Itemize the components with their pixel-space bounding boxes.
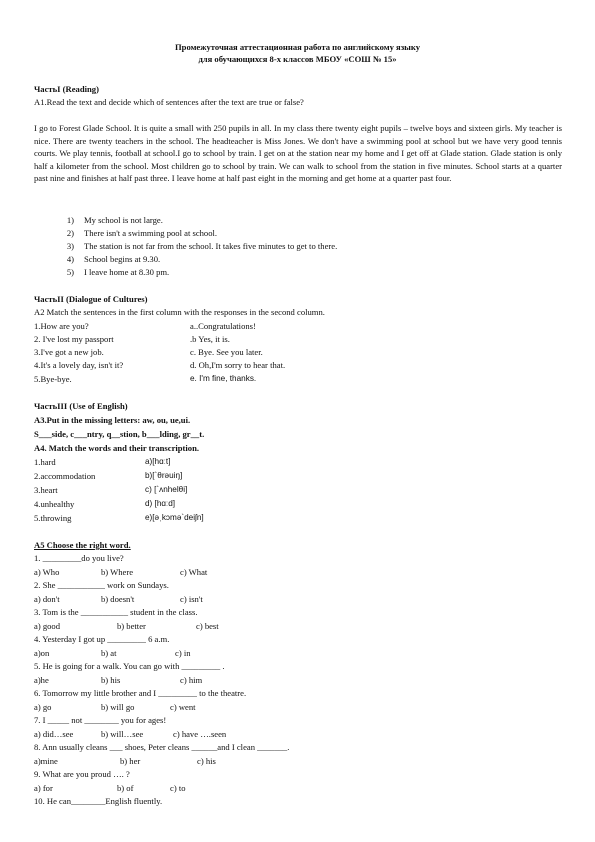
option-a: a) go <box>34 702 52 712</box>
statement-item: 1) My school is not large. <box>66 215 163 225</box>
option-a: a)mine <box>34 756 58 766</box>
match-left: 1.How are you? <box>34 321 89 331</box>
part2-task: A2 Match the sentences in the first column with the responses in the second column. <box>34 307 325 317</box>
a5-title: A5 Choose the right word. <box>34 540 131 550</box>
transcription-cell: b)[`θrəuiŋ] <box>145 471 183 480</box>
match-left: 3.I've got a new job. <box>34 347 104 357</box>
statement-item: 3) The station is not far from the school. It takes five minutes to get to there. <box>66 241 338 251</box>
option-a: a) good <box>34 621 61 631</box>
part1-title: ЧастьI (Reading) <box>34 84 99 94</box>
word-cell: 2.accommodation <box>34 471 96 481</box>
a4-task: A4. Match the words and their transcription. <box>34 443 200 453</box>
a3-words: S___side, c___ntry, q__stion, b___lding, gr__t. <box>34 429 205 439</box>
question-text: 10. He can________English fluently. <box>34 796 163 806</box>
match-right: .b Yes, it is. <box>190 334 230 344</box>
transcription-cell: d) [hɑːd] <box>145 499 176 508</box>
option-a: a)he <box>34 675 49 685</box>
option-a: a) don't <box>34 594 60 604</box>
option-c: c) isn't <box>180 594 203 604</box>
option-a: a) for <box>34 783 53 793</box>
option-c: c) best <box>196 621 219 631</box>
reading-text: I go to Forest Glade School. It is quite a small with 250 pupils in all. In my class there twenty eight pupils – twelve boys and sixteen girls. My teacher is nice. There are twenty teachers in the school. The headteacher is Miss Jones. We don't have a swimming pool at school but we have very good tennis courts. We play tennis, football at school.I go to school by train. I get on at the station near my home and I get off at Glade station. Glade station is only half a kilometer from the school. Most children go to school by train. We can walk to school from the station in five minutes. School starts at a quarter past nine and finishes at half past three. I leave home at half past eight in the morning and get home at a quarter past four. <box>34 123 562 184</box>
option-b: b) her <box>120 756 141 766</box>
statement-item: 5) I leave home at 8.30 pm. <box>66 267 170 277</box>
option-b: b) will…see <box>101 729 144 739</box>
option-b: b) of <box>117 783 134 793</box>
option-a: a) Who <box>34 567 60 577</box>
option-b: b) better <box>117 621 146 631</box>
part2-title: ЧастьII (Dialogue of Cultures) <box>34 294 148 304</box>
option-a: a)on <box>34 648 50 658</box>
question-text: 1. _________do you live? <box>34 553 124 563</box>
option-c: c) him <box>180 675 203 685</box>
option-b: b) Where <box>101 567 134 577</box>
word-cell: 5.throwing <box>34 513 72 523</box>
match-left: 5.Bye-bye. <box>34 374 72 384</box>
option-c: c) went <box>170 702 196 712</box>
header-line-1: Промежуточная аттестационная работа по английскому языку <box>174 42 420 52</box>
word-cell: 1.hard <box>34 457 56 467</box>
statement-item: 2) There isn't a swimming pool at school. <box>66 228 218 238</box>
question-text: 7. I _____ not ________ you for ages! <box>34 715 167 725</box>
option-b: b) will go <box>101 702 135 712</box>
option-c: c) to <box>170 783 186 793</box>
option-c: c) his <box>197 756 216 766</box>
question-text: 6. Tomorrow my little brother and I _________ to the theatre. <box>34 688 247 698</box>
transcription-cell: a)[hɑːt] <box>145 457 171 466</box>
transcription-cell: c) [`ʌnhelθi] <box>145 485 188 494</box>
part3-title: ЧастьIII (Use of English) <box>34 401 128 411</box>
statement-item: 4) School begins at 9.30. <box>66 254 161 264</box>
word-cell: 4.unhealthy <box>34 499 75 509</box>
question-text: 3. Tom is the ___________ student in the class. <box>34 607 198 617</box>
part1-task: A1.Read the text and decide which of sentences after the text are true or false? <box>34 97 304 107</box>
match-right: c. Bye. See you later. <box>190 347 263 357</box>
word-cell: 3.heart <box>34 485 58 495</box>
a3-task: A3.Put in the missing letters: aw, ou, ue,ui. <box>34 415 191 425</box>
match-right: a..Congratulations! <box>190 321 256 331</box>
transcription-cell: e)[əˌkɔmə`deiʃn] <box>145 513 204 522</box>
match-left: 2. I've lost my passport <box>34 334 114 344</box>
question-text: 8. Ann usually cleans ___ shoes, Peter cleans ______and I clean _______. <box>34 742 290 752</box>
question-text: 5. He is going for a walk. You can go with _________ . <box>34 661 225 671</box>
option-c: c) What <box>180 567 208 577</box>
match-right: d. Oh,I'm sorry to hear that. <box>190 360 286 370</box>
header-line-2: для обучающихся 8-х классов МБОУ «СОШ № 15» <box>198 54 397 64</box>
question-text: 9. What are you proud …. ? <box>34 769 130 779</box>
option-b: b) at <box>101 648 117 658</box>
option-b: b) doesn't <box>101 594 135 604</box>
option-c: c) have ….seen <box>173 729 227 739</box>
match-right: e. I'm fine, thanks. <box>190 374 257 383</box>
question-text: 4. Yesterday I got up _________ 6 a.m. <box>34 634 170 644</box>
option-c: c) in <box>175 648 191 658</box>
question-text: 2. She ___________ work on Sundays. <box>34 580 169 590</box>
option-a: a) did…see <box>34 729 74 739</box>
match-left: 4.It's a lovely day, isn't it? <box>34 360 124 370</box>
option-b: b) his <box>101 675 121 685</box>
